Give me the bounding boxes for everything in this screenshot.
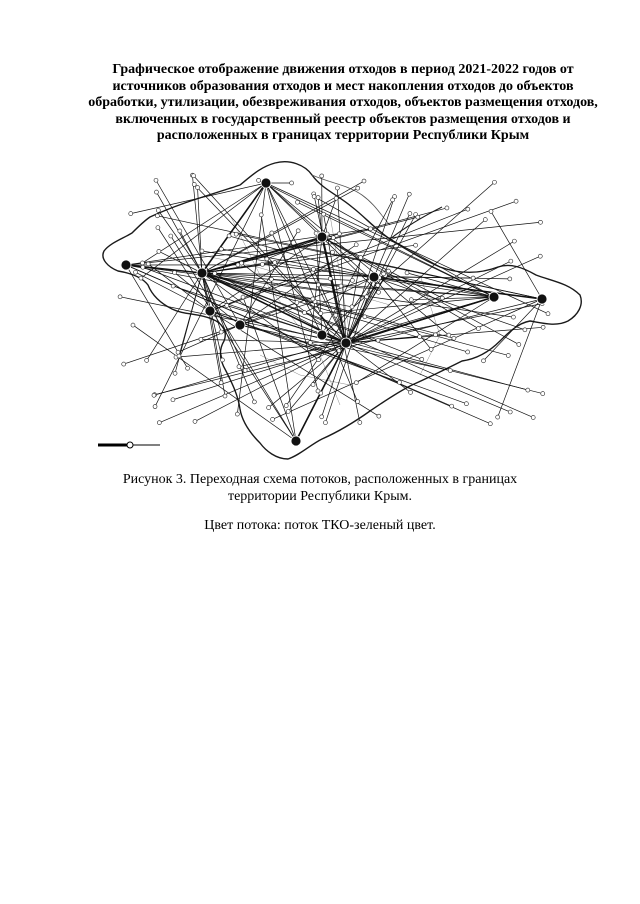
- hub-marker: [291, 436, 301, 446]
- source-point: [448, 369, 452, 373]
- source-point: [316, 389, 320, 393]
- source-point: [445, 206, 449, 210]
- source-point: [152, 393, 156, 397]
- source-point: [492, 180, 496, 184]
- source-point: [235, 412, 239, 416]
- source-point: [405, 271, 409, 275]
- source-point: [265, 257, 269, 261]
- source-point: [267, 406, 271, 410]
- source-point: [356, 186, 360, 190]
- source-point: [452, 336, 456, 340]
- source-point: [433, 333, 437, 337]
- source-point: [408, 212, 412, 216]
- source-point: [157, 249, 161, 253]
- source-point: [538, 254, 542, 258]
- source-point: [464, 402, 468, 406]
- flow-line: [178, 325, 240, 352]
- source-point: [296, 229, 300, 233]
- source-point: [391, 198, 395, 202]
- source-point: [440, 296, 444, 300]
- source-point: [317, 358, 321, 362]
- hub-marker: [235, 320, 245, 330]
- source-point: [284, 404, 288, 408]
- source-point: [471, 276, 475, 280]
- source-point: [330, 250, 334, 254]
- source-point: [171, 398, 175, 402]
- source-point: [350, 305, 354, 309]
- source-point: [199, 337, 203, 341]
- source-point: [311, 383, 315, 387]
- source-point: [271, 417, 275, 421]
- source-point: [328, 277, 332, 281]
- source-point: [356, 400, 360, 404]
- source-point: [362, 179, 366, 183]
- source-point: [227, 234, 231, 238]
- source-point: [496, 415, 500, 419]
- source-point: [376, 283, 380, 287]
- source-point: [237, 365, 241, 369]
- flow-color-note: Цвет потока: поток ТКО-зеленый цвет.: [204, 518, 436, 533]
- crimea-waste-flow-map: [90, 155, 585, 460]
- source-point: [270, 231, 274, 235]
- source-point: [122, 362, 126, 366]
- source-point: [334, 313, 338, 317]
- source-point: [483, 218, 487, 222]
- source-point: [312, 195, 316, 199]
- source-point: [295, 200, 299, 204]
- source-point: [397, 380, 401, 384]
- source-point: [154, 190, 158, 194]
- source-point: [376, 290, 380, 294]
- source-point: [200, 249, 204, 253]
- source-point: [243, 368, 247, 372]
- hub-marker: [489, 292, 499, 302]
- source-point: [523, 328, 527, 332]
- source-point: [290, 181, 294, 185]
- source-point: [377, 414, 381, 418]
- source-point: [420, 357, 424, 361]
- source-point: [331, 236, 335, 240]
- hub-marker: [369, 272, 379, 282]
- source-point: [192, 174, 196, 178]
- source-point: [320, 174, 324, 178]
- source-point: [429, 347, 433, 351]
- source-point: [260, 262, 264, 266]
- source-point: [450, 404, 454, 408]
- source-point: [414, 243, 418, 247]
- source-point: [219, 381, 223, 385]
- source-point: [213, 271, 217, 275]
- source-point: [322, 212, 326, 216]
- source-point: [466, 207, 470, 211]
- source-point: [376, 338, 380, 342]
- source-point: [409, 298, 413, 302]
- source-point: [386, 269, 390, 273]
- hub-marker: [121, 260, 131, 270]
- source-point: [156, 208, 160, 212]
- source-point: [220, 358, 224, 362]
- source-point: [145, 358, 149, 362]
- source-point: [177, 354, 181, 358]
- arabat-spit: [390, 207, 442, 239]
- source-point: [171, 284, 175, 288]
- source-point: [323, 421, 327, 425]
- hub-marker: [537, 294, 547, 304]
- source-point: [308, 341, 312, 345]
- document-title: Графическое отображение движения отходов в период 2021-2022 годов от источников образования отходов и мест накопления отходов до объектов обработки, утилизации, обезвреживания отходов, объектов размещения отходов, включенных в государственный реестр объектов размещения отходов и расположенных в границах территории Республики Крым: [88, 62, 598, 143]
- source-point: [382, 272, 386, 276]
- source-point: [481, 359, 485, 363]
- source-point: [335, 186, 339, 190]
- source-point: [358, 420, 362, 424]
- source-point: [466, 350, 470, 354]
- source-point: [133, 270, 137, 274]
- source-point: [225, 303, 229, 307]
- hub-marker: [317, 232, 327, 242]
- source-point: [140, 261, 144, 265]
- source-point: [447, 333, 451, 337]
- source-point: [354, 243, 358, 247]
- source-point: [541, 392, 545, 396]
- source-point: [337, 232, 341, 236]
- source-point: [316, 196, 320, 200]
- figure-caption: Рисунок 3. Переходная схема потоков, расположенных в границах территории Республики Крым.: [122, 472, 518, 504]
- source-point: [302, 311, 306, 315]
- flow-line: [198, 188, 202, 273]
- source-point: [176, 350, 180, 354]
- source-point: [539, 220, 543, 224]
- source-point: [517, 342, 521, 346]
- source-point: [511, 315, 515, 319]
- source-point: [273, 261, 277, 265]
- source-point: [139, 276, 143, 280]
- source-point: [146, 262, 150, 266]
- hub-marker: [261, 178, 271, 188]
- source-point: [311, 297, 315, 301]
- source-point: [196, 186, 200, 190]
- source-point: [173, 271, 177, 275]
- source-point: [219, 330, 223, 334]
- source-point: [365, 295, 369, 299]
- source-point: [506, 353, 510, 357]
- source-point: [369, 227, 373, 231]
- hub-marker: [205, 306, 215, 316]
- source-point: [409, 390, 413, 394]
- source-point: [155, 214, 159, 218]
- source-point: [169, 234, 173, 238]
- source-point: [259, 213, 263, 217]
- source-point: [526, 388, 530, 392]
- source-point: [157, 421, 161, 425]
- source-point: [257, 178, 261, 182]
- source-point: [350, 278, 354, 282]
- flow-line: [498, 299, 542, 417]
- source-point: [156, 226, 160, 230]
- source-point: [311, 267, 315, 271]
- source-point: [512, 239, 516, 243]
- source-point: [337, 349, 341, 353]
- source-point: [223, 394, 227, 398]
- source-point: [541, 325, 545, 329]
- source-point: [241, 295, 245, 299]
- source-point: [334, 196, 338, 200]
- source-point: [531, 415, 535, 419]
- flow-line: [159, 343, 346, 423]
- source-point: [178, 229, 182, 233]
- source-point: [546, 312, 550, 316]
- source-point: [295, 300, 299, 304]
- source-point: [118, 295, 122, 299]
- source-point: [141, 265, 145, 269]
- flow-line: [158, 210, 202, 273]
- source-point: [239, 261, 243, 265]
- source-point: [129, 212, 133, 216]
- source-point: [320, 415, 324, 419]
- source-point: [489, 209, 493, 213]
- source-point: [509, 259, 513, 263]
- flow-line: [346, 304, 542, 343]
- source-point: [418, 335, 422, 339]
- source-point: [359, 256, 363, 260]
- hub-marker: [341, 338, 351, 348]
- source-point: [508, 410, 512, 414]
- hub-marker: [197, 268, 207, 278]
- source-point: [363, 315, 367, 319]
- hub-marker: [317, 330, 327, 340]
- flow-line: [346, 343, 510, 412]
- source-point: [416, 215, 420, 219]
- source-point: [131, 323, 135, 327]
- source-point: [339, 284, 343, 288]
- source-point: [153, 405, 157, 409]
- source-point: [269, 277, 273, 281]
- source-point: [407, 192, 411, 196]
- source-point: [154, 178, 158, 182]
- source-point: [286, 409, 290, 413]
- source-point: [186, 366, 190, 370]
- source-point: [252, 400, 256, 404]
- source-point: [219, 247, 223, 251]
- source-point: [354, 381, 358, 385]
- source-point: [508, 277, 512, 281]
- source-point: [514, 199, 518, 203]
- source-point: [192, 182, 196, 186]
- source-point: [234, 232, 238, 236]
- source-point: [319, 311, 323, 315]
- source-point: [316, 283, 320, 287]
- scale-bar: [98, 442, 160, 448]
- source-point: [173, 371, 177, 375]
- source-point: [193, 419, 197, 423]
- source-point: [476, 327, 480, 331]
- source-point: [488, 422, 492, 426]
